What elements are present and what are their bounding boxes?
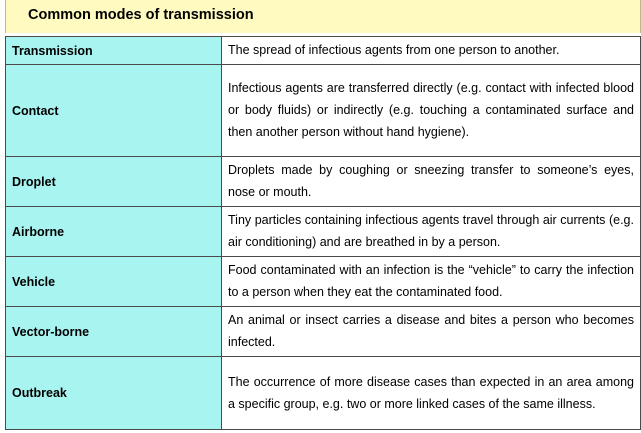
definition-vehicle: Food contaminated with an infection is the “vehicle” to carry the infection to a person when they eat the contaminated food. [222,257,641,307]
definition-airborne: Tiny particles containing infectious agents travel through air currents (e.g. air conditioning) and are breathed in by a person. [222,207,641,257]
table-row [6,207,641,257]
definition-transmission: The spread of infectious agents from one person to another. [222,37,641,65]
definition-outbreak: The occurrence of more disease cases than expected in an area among a specific group, e.g. two or more linked cases of the same illness. [222,357,641,430]
term-droplet: Droplet [6,157,222,207]
term-transmission: Transmission [6,37,222,65]
table-title: Common modes of transmission [28,7,254,23]
transmission-modes-table [5,36,641,430]
term-airborne: Airborne [6,207,222,257]
table-row [6,257,641,307]
definition-droplet: Droplets made by coughing or sneezing transfer to someone’s eyes, nose or mouth. [222,157,641,207]
table-title-bar [5,0,641,33]
term-contact: Contact [6,65,222,157]
term-outbreak: Outbreak [6,357,222,430]
table-row [6,37,641,65]
table-row [6,65,641,157]
definition-contact: Infectious agents are transferred directly (e.g. contact with infected blood or body fluids) or indirectly (e.g. touching a contaminated surface and then another person without hand hygiene). [222,65,641,157]
term-vehicle: Vehicle [6,257,222,307]
table-row [6,357,641,430]
definition-vector-borne: An animal or insect carries a disease and bites a person who becomes infected. [222,307,641,357]
table-row [6,307,641,357]
term-vector-borne: Vector-borne [6,307,222,357]
table-row [6,157,641,207]
